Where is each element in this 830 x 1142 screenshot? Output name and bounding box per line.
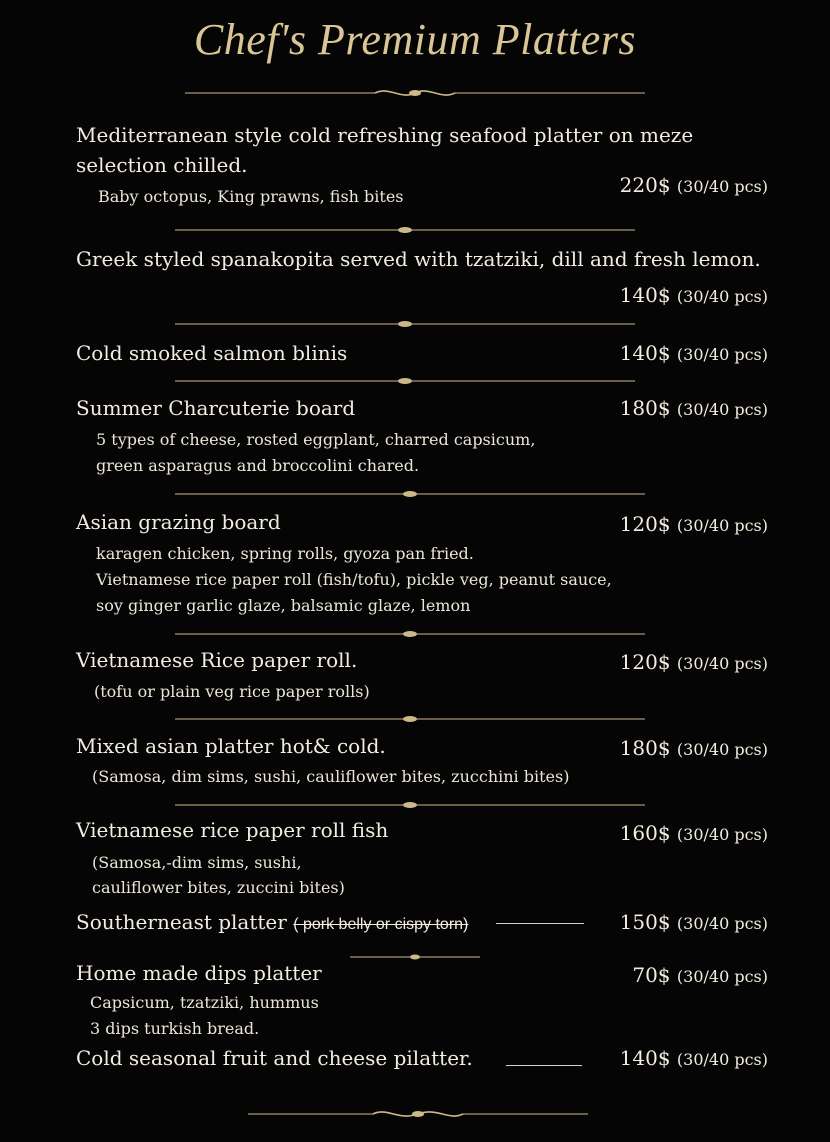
item-note: ( pork belly or cispy torn) [293,916,469,933]
price-value: 160$ [619,821,671,845]
item-name: Home made dips platter [76,961,322,985]
menu-item-fruit-cheese [76,1043,776,1077]
item-name: Summer Charcuterie board [76,396,356,420]
price-value: 120$ [619,512,671,536]
price-pcs: (30/40 pcs) [676,400,768,419]
price-pcs: (30/40 pcs) [676,1050,768,1069]
price-pcs: (30/40 pcs) [676,914,768,933]
item-price [632,960,768,992]
divider-ornament [175,627,645,641]
item-desc: cauliflower bites, zuccini bites) [92,878,345,897]
item-price [620,1043,768,1075]
divider-ornament [175,712,645,726]
item-desc: 3 dips turkish bread. [90,1019,260,1038]
item-price [620,647,768,679]
menu-title: Chef's Premium Platters [193,15,637,64]
menu-item-salmon-blinis [76,338,776,372]
item-price [620,393,768,425]
item-price [620,818,768,850]
price-pcs: (30/40 pcs) [676,516,768,535]
item-price [620,338,768,370]
divider-ornament [175,223,635,237]
price-value: 180$ [619,396,671,420]
item-name [76,907,468,940]
menu-item-rice-paper-fish [76,815,776,901]
item-name-text: Southerneast platter [76,910,287,934]
price-pcs: (30/40 pcs) [676,654,768,673]
title-ornament [185,86,645,100]
divider-ornament [175,374,635,388]
item-price [620,170,768,202]
price-value: 150$ [619,910,671,934]
item-name: Greek styled spanakopita served with tzatziki, dill and fresh lemon. [76,247,761,271]
item-name: Cold seasonal fruit and cheese pilatter. [76,1046,473,1070]
item-price [620,733,768,765]
item-name: Mixed asian platter hot& cold. [76,734,386,758]
price-leader-line [506,1065,582,1066]
price-value: 220$ [619,173,671,197]
item-desc: (tofu or plain veg rice paper rolls) [94,682,370,701]
item-desc: Baby octopus, King prawns, fish bites [98,187,404,206]
menu-item-southerneast [76,907,776,941]
price-value: 70$ [632,963,671,987]
item-name: Vietnamese rice paper roll fish [76,818,389,842]
price-pcs: (30/40 pcs) [676,287,768,306]
price-pcs: (30/40 pcs) [676,967,768,986]
price-value: 140$ [619,1046,671,1070]
item-desc: (Samosa, dim sims, sushi, cauliflower bites, zucchini bites) [92,767,570,786]
menu-item-spanakopita [76,244,776,314]
menu-item-charcuterie [76,393,776,483]
price-pcs: (30/40 pcs) [676,825,768,844]
price-leader-line [496,923,584,924]
item-desc: Capsicum, tzatziki, hummus [90,993,319,1012]
footer-ornament [248,1107,588,1121]
item-name: Mediterranean style cold refreshing seafood platter on meze selection chilled. [76,123,694,177]
item-price [620,907,768,939]
menu-item-mixed-asian [76,731,776,793]
menu-item-asian-grazing [76,507,776,625]
divider-ornament [175,487,645,501]
price-value: 140$ [619,341,671,365]
item-desc: (Samosa,-dim sims, sushi, [92,853,302,872]
price-value: 180$ [619,736,671,760]
item-desc: karagen chicken, spring rolls, gyoza pan fried. [96,544,474,563]
item-desc: 5 types of cheese, rosted eggplant, charred capsicum, [96,430,536,449]
item-price [620,509,768,541]
menu-item-rice-paper-roll [76,645,776,707]
item-price [620,280,768,312]
item-desc: Vietnamese rice paper roll (fish/tofu), pickle veg, peanut sauce, [96,570,612,589]
price-pcs: (30/40 pcs) [676,345,768,364]
item-desc: green asparagus and broccolini chared. [96,456,420,475]
price-value: 120$ [619,650,671,674]
item-desc: soy ginger garlic glaze, balsamic glaze, lemon [96,596,471,615]
divider-ornament [175,317,635,331]
price-pcs: (30/40 pcs) [676,177,768,196]
menu-item-dips-platter [76,958,776,1040]
price-value: 140$ [619,283,671,307]
item-name: Cold smoked salmon blinis [76,341,348,365]
menu-item-seafood-platter [76,120,776,215]
item-name: Asian grazing board [76,510,281,534]
divider-ornament [175,798,645,812]
price-pcs: (30/40 pcs) [676,740,768,759]
item-name: Vietnamese Rice paper roll. [76,648,358,672]
